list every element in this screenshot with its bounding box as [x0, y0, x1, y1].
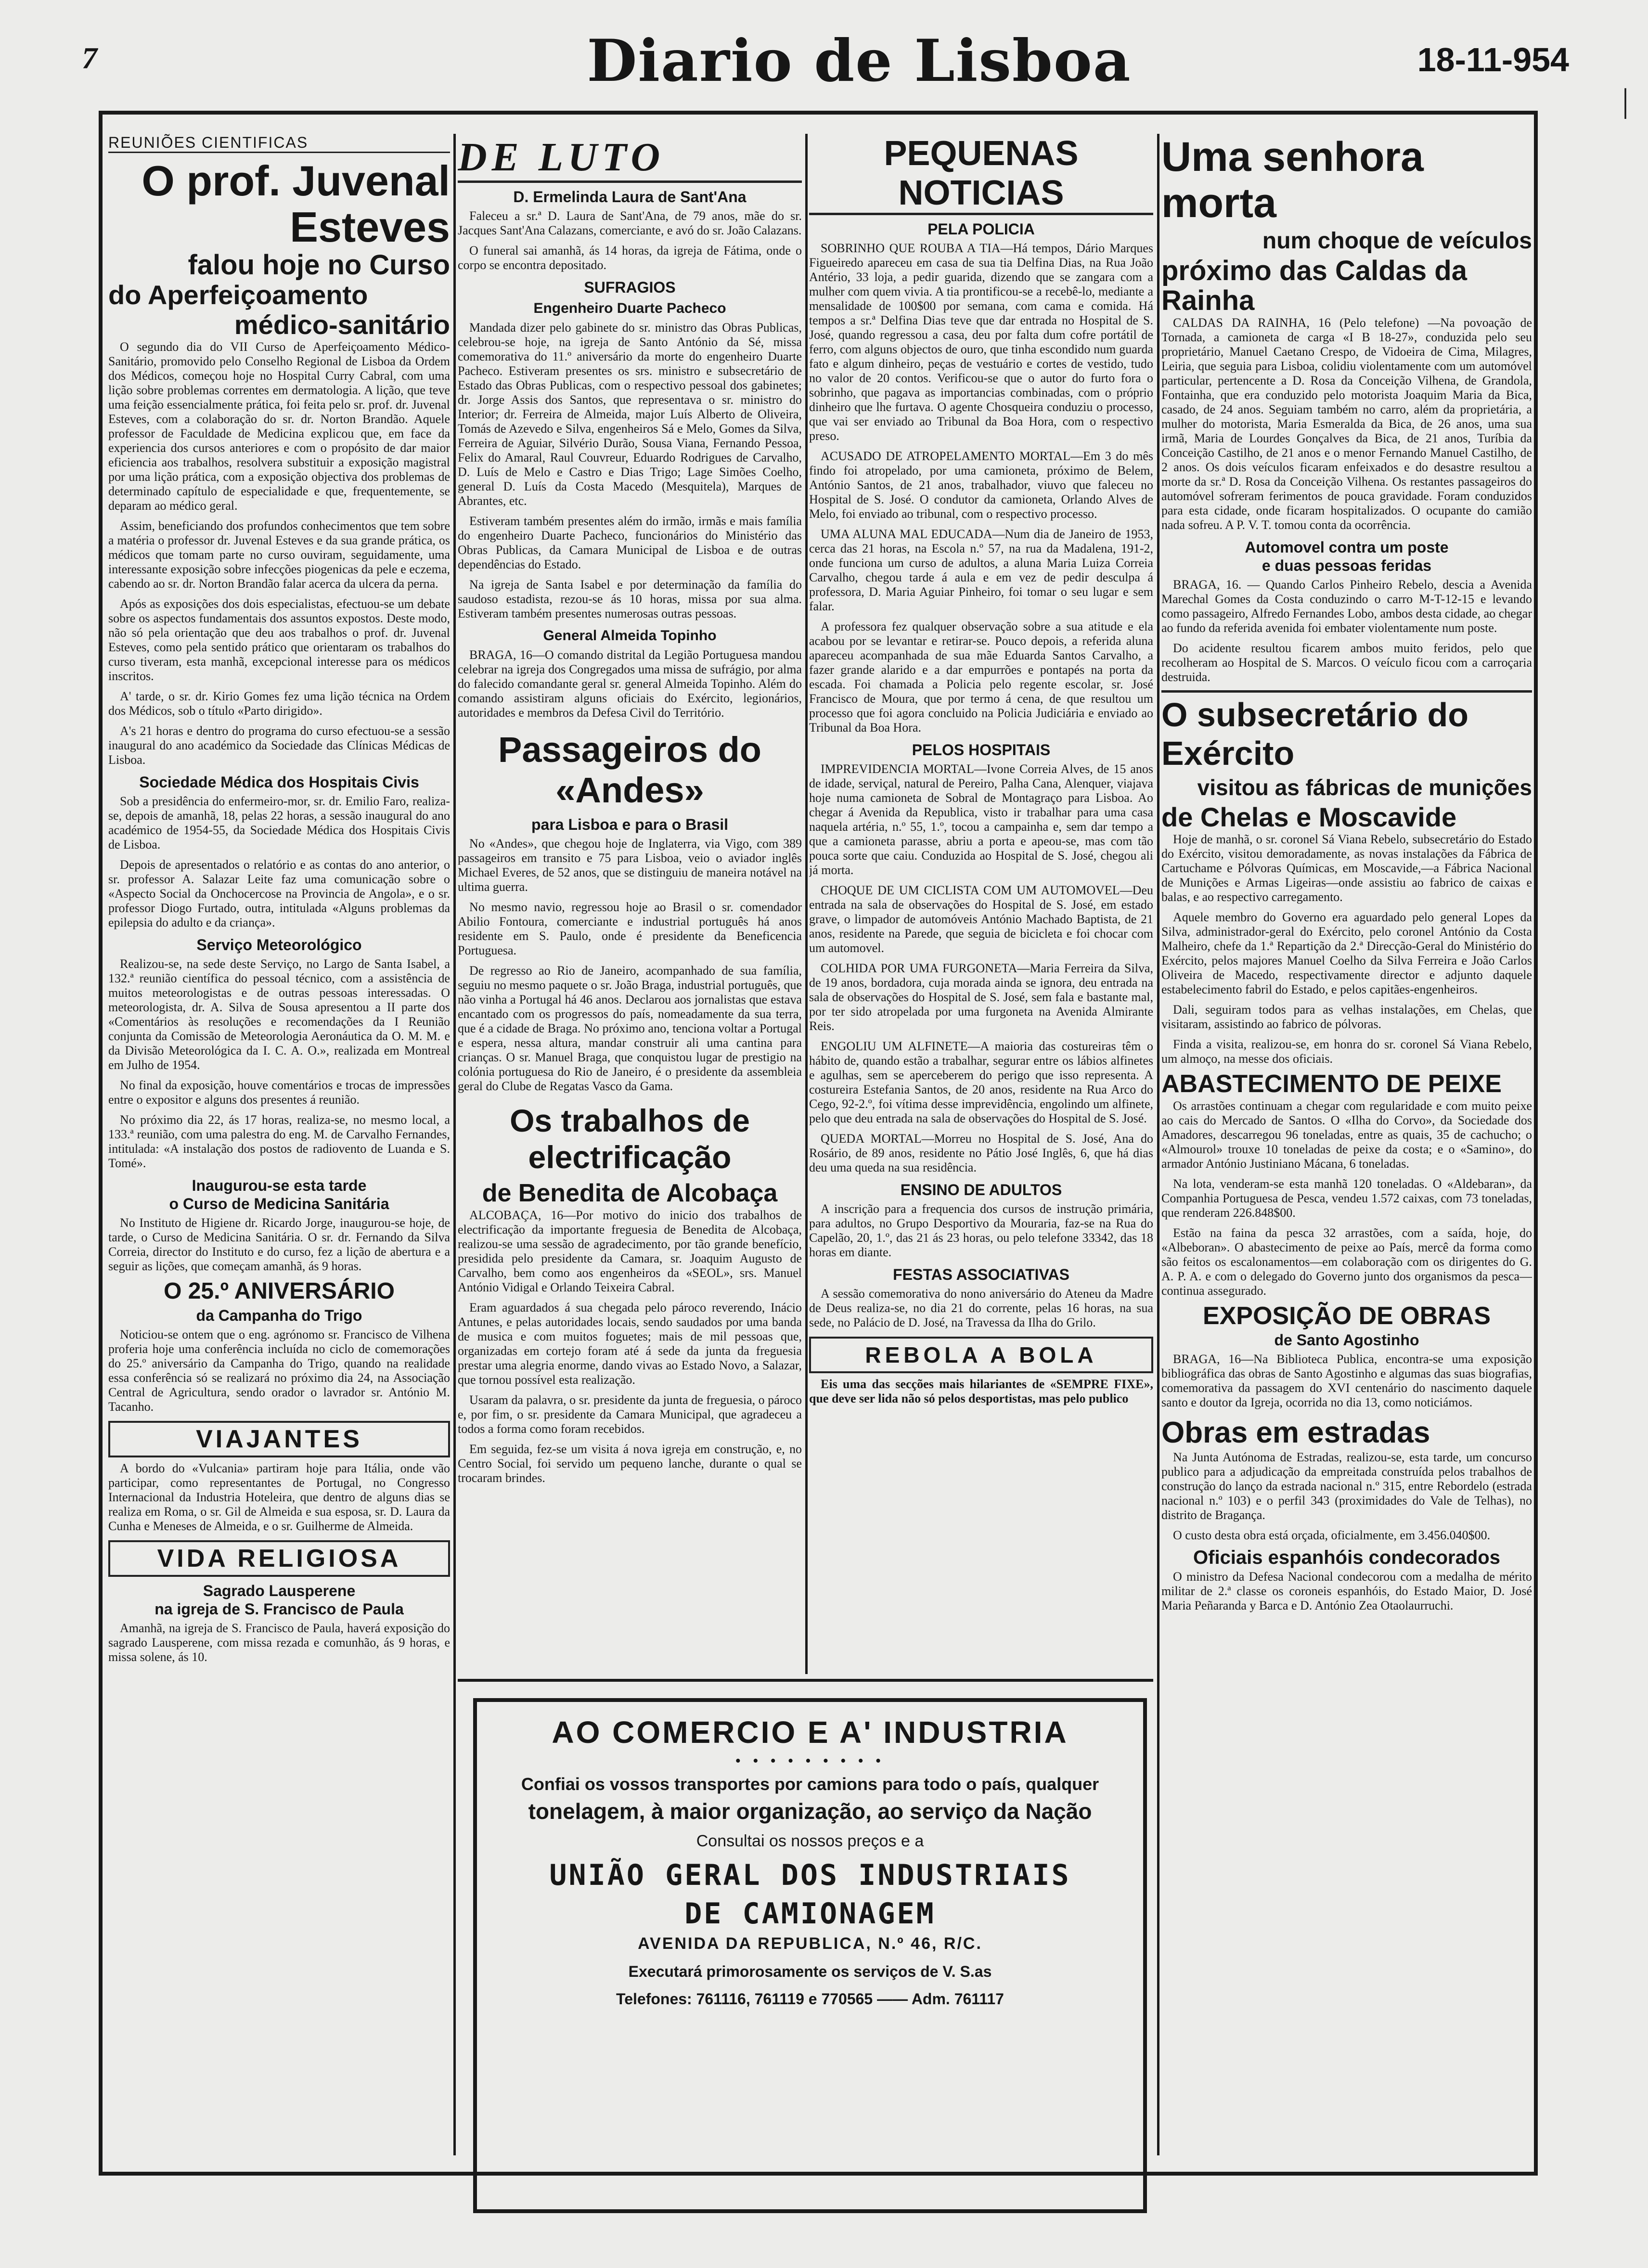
- section-subtitle: para Lisboa e para o Brasil: [531, 816, 729, 833]
- article-paragraph: A professora fez qualquer observação sobre a sua atitude e ela acabou por se levantar e retirar-se. Pouco depois, a referida aluna apareceu acompanhada de sua mãe Eduarda Santos Carvalho, a fazer grande alarido e a dar empurrões e pontapés na porta da escada. Foi chamada a Policia pelo regente escolar, sr. José Francisco de Moura, que por termo á cena, de que resultou um processo que foi agora concluido na Policia Judiciária e enviado ao Tribunal da Boa Hora.: [809, 619, 1153, 735]
- article-paragraph: A inscrição para a frequencia dos cursos de instrução primária, para adultos, no Grupo Desportivo da Mouraria, faz-se na Rua do Capelão, 20, 1.º, das 21 ás 23 horas, ou pelo telefone 33342, das 18 horas em diante.: [809, 1202, 1153, 1259]
- ad-address: AVENIDA DA REPUBLICA, N.º 46, R/C.: [638, 1934, 982, 1953]
- subheadline: de Chelas e Moscavide: [1161, 802, 1457, 832]
- ad-line: tonelagem, à maior organização, ao serviço da Nação: [528, 1799, 1092, 1824]
- column-rule: [1157, 134, 1159, 2155]
- column-1: [108, 134, 450, 2170]
- section-subtitle: ENSINO DE ADULTOS: [900, 1181, 1062, 1198]
- article-paragraph: Hoje de manhã, o sr. coronel Sá Viana Rebelo, subsecretário do Estado do Exército, visitou demoradamente, as novas instalações da Fábrica de Cartuchame e Pólvoras Químicas, em Moscavide,—a Fábrica Nacional de Munições e Armas Ligeiras—onde assistiu ao fabrico de caixas e balas, e ao respectivo carregamento.: [1161, 832, 1532, 904]
- ad-title: AO COMERCIO E A' INDUSTRIA: [552, 1715, 1069, 1750]
- article-paragraph: No Instituto de Higiene dr. Ricardo Jorge, inaugurou-se hoje, de tarde, o Curso de Medicina Sanitária. O sr. dr. Fernando da Silva Correia, director do Instituto e do curso, fez a lição de abertura e a seguir as lições, que começam amanhã, ás 9 horas.: [108, 1216, 450, 1273]
- section-subtitle: FESTAS ASSOCIATIVAS: [893, 1266, 1069, 1283]
- article-paragraph: BRAGA, 16—O comando distrital da Legião Portuguesa mandou celebrar na igreja dos Congregados uma missa de sufrágio, por alma do falecido comandante geral sr. general Almeida Topinho. Além do comando assistiram alguns oficiais do Exército, legionários, autoridades e membros da Defesa Civil do Território.: [458, 648, 802, 720]
- article-paragraph: Os arrastões continuam a chegar com regularidade e com muito peixe ao cais do Mercado de Santos. O «Ilha do Corvo», da Sociedade dos Amadores, descarregou 96 toneladas, entre as quais, 35 de cachucho; o «Almourol» trouxe 10 toneladas de peixe da costa; e o «Samino», do armador António Justiniano Mácana, 6 toneladas.: [1161, 1099, 1532, 1171]
- article-paragraph: Eram aguardados á sua chegada pelo pároco reverendo, Inácio Antunes, e pelas autoridades locais, sendo saudados por uma banda de musica e com muitos foguetes; mais de mil pessoas que, organizadas em cortejo foram até á sede da junta da freguesia prestar uma alegria enorme, dando vivas ao Estado Novo, a Salazar, que tornou possível esta realização.: [458, 1301, 802, 1387]
- page-number: 7: [82, 41, 97, 75]
- section-title: O 25.º ANIVERSÁRIO: [164, 1278, 395, 1304]
- article-paragraph: Na lota, venderam-se esta manhã 120 toneladas. O «Aldebaran», da Companhia Portuguesa de Pesca, vendeu 1.572 caixas, com 73 toneladas, que renderam 226.848$00.: [1161, 1177, 1532, 1220]
- ad-company: DE CAMIONAGEM: [684, 1897, 936, 1931]
- article-paragraph: Em seguida, fez-se um visita á nova igreja em construção, e, no Centro Social, foi servido um pequeno lanche, durante o qual se trocaram brindes.: [458, 1442, 802, 1485]
- section-subtitle: da Campanha do Trigo: [196, 1307, 362, 1324]
- newspaper-title: Diario de Lisboa: [587, 27, 1132, 95]
- section-title: e duas pessoas feridas: [1262, 557, 1432, 574]
- article-paragraph: Aquele membro do Governo era aguardado pelo general Lopes da Silva, administrador-geral do Exército, pelo coronel António da Costa Malheiro, chefe da 1.ª Repartição da 2.ª Direcção-Geral do Ministério do Exército, pelos majores Manuel Coelho da Silva Ferreira e João Carlos Oliveira de Macedo, respectivamente director e adjunto daquele estabelecimento fabril do Estado, e pelos capitães-engenheiros.: [1161, 910, 1532, 996]
- article-paragraph: O ministro da Defesa Nacional condecorou com a medalha de mérito militar de 2.ª classe os coroneis espanhóis, do Estado Maior, D. José Maria Peñaranda y Barca e D. António Zea Otaolaurruchi.: [1161, 1570, 1532, 1612]
- article-paragraph: COLHIDA POR UMA FURGONETA—Maria Ferreira da Silva, de 19 anos, bordadora, cuja morada ainda se ignora, deu entrada na sala de observações do Hospital de S. José, sem fala e bastante mal, por ter sido atropelada por uma furgoneta na Avenida Almirante Reis.: [809, 961, 1153, 1033]
- page-frame: [99, 111, 1538, 2176]
- column-2: [458, 134, 802, 1674]
- article-paragraph: Estiveram também presentes além do irmão, irmãs e mais família do engenheiro Duarte Pacheco, funcionários do Ministério das Obras Publicas, da Camara Municipal de Lisboa e de outras dependências do Estado.: [458, 514, 802, 571]
- subheadline: de Benedita de Alcobaça: [482, 1179, 778, 1207]
- ad-phones: Telefones: 761116, 761119 e 770565 —— Adm. 761117: [616, 1990, 1004, 2008]
- subheadline: num choque de veículos: [1262, 228, 1532, 254]
- article-paragraph: UMA ALUNA MAL EDUCADA—Num dia de Janeiro de 1953, cerca das 21 horas, na Escola n.º 57, na rua da Madalena, 191-2, onde funciona um curso de adultos, a aluna Maria Luiza Correia Carvalho, chegou tarde á aula e em vez de pedir desculpa á professora, D. Maria Aguiar Pinheiro, foi tomar o seu lugar e sem falar.: [809, 527, 1153, 613]
- subheadline: visitou as fábricas de munições: [1197, 775, 1532, 800]
- article-paragraph: Após as exposições dos dois especialistas, efectuou-se um debate sobre os aspectos fundamentais dos assuntos expostos. Deste modo, não só pela orientação que deu aos trabalhos o prof. dr. Juvenal Esteves, como pela sentido prático que orientaram os trabalhos do curso tiveram, esta manhã, excepcional interesse para os médicos inscritos.: [108, 597, 450, 683]
- article-paragraph: Na igreja de Santa Isabel e por determinação da família do saudoso estadista, rezou-se ás 10 horas, missa por sua alma. Estiveram também presentes numerosas outras pessoas.: [458, 578, 802, 620]
- section-rule: [458, 1679, 1153, 1682]
- article-paragraph: Finda a visita, realizou-se, em honra do sr. coronel Sá Viana Rebelo, um almoço, na messe dos oficiais.: [1161, 1037, 1532, 1066]
- article-paragraph: Realizou-se, na sede deste Serviço, no Largo de Santa Isabel, a 132.ª reunião científica do pessoal técnico, com a assistência de muitos meteorologistas e de outras pessoas interessadas. O meteorologista, dr. A. Silva de Sousa apresentou a II parte dos «Comentários às resoluções e recomendações da I Reunião conjunta da Comissão de Meteorologia Aeronáutica da O. M. M. e da Divisão Meteorológica da I. C. A. O.», realizada em Montreal em Julho de 1954.: [108, 957, 450, 1072]
- ad-line: Consultai os nossos preços e a: [696, 1832, 924, 1850]
- article-paragraph: Usaram da palavra, o sr. presidente da junta de freguesia, o pároco e, por fim, o sr. presidente da Camara Municipal, que agradeceu a todos a forma como foram recebidos.: [458, 1393, 802, 1436]
- section-title: Inaugurou-se esta tarde: [192, 1177, 367, 1194]
- headline: Uma senhora morta: [1161, 134, 1424, 226]
- subheadline: próximo das Caldas da Rainha: [1161, 255, 1467, 316]
- headline: Passageiros do «Andes»: [498, 730, 761, 810]
- article-paragraph: No mesmo navio, regressou hoje ao Brasil o sr. comendador Abilio Fontoura, comerciante e industrial português há anos residente em S. Paulo, onde é presidente da Beneficencia Portuguesa.: [458, 900, 802, 957]
- article-paragraph: Depois de apresentados o relatório e as contas do ano anterior, o sr. professor A. Salazar Leite faz uma comunicação sobre o «Aspecto Social da Onchocercose na Provincia de Angola», e o sr. professor Diogo Furtado, outra, intitulada «Alguns problemas da epilepsia do adulto e da criança».: [108, 858, 450, 929]
- article-paragraph: Mandada dizer pelo gabinete do sr. ministro das Obras Publicas, celebrou-se hoje, na igreja de Santo António da Sé, missa comemorativa do 11.º aniversário da morte do engenheiro Duarte Pacheco. Estiveram presentes os srs. ministro e subsecretário de Estado das Obras Publicas, com o respectivo pessoal dos gabinetes; dr. Jorge Assis dos Santos, que representava o sr. ministro do Interior; dr. Ferreira de Almeida, major Luís Alberto de Oliveira, Tomás de Azevedo e Silva, engenheiros Sá e Melo, Gomes da Silva, Ferreira de Aguiar, Silvério Durão, Sousa Viana, Fernando Pessoa, Felix do Amaral, Raul Couvreur, Eduardo Rodrigues de Carvalho, D. Luís de Melo e Castro e Dias Trigo; Lage Simões Coelho, general D. Luís da Costa Macedo (Mesquitela), Marques de Abrantes, etc.: [458, 321, 802, 508]
- article-paragraph: Do acidente resultou ficarem ambos muito feridos, pelo que recolheram ao Hospital de S. Marcos. O veículo ficou com a carroçaria destruida.: [1161, 641, 1532, 684]
- masthead: [77, 21, 1569, 103]
- article-paragraph: Assim, beneficiando dos profundos conhecimentos que tem sobre a matéria o professor dr. Juvenal Esteves e da sua grande prática, os médicos que tomam parte no curso ouviram, seguidamente, uma interessante exposição sobre infecções piogenicas da pele e eczema, cabendo ao sr. dr. Norton Brandão falar acerca da ulcera da perna.: [108, 519, 450, 591]
- article-paragraph: No «Andes», que chegou hoje de Inglaterra, via Vigo, com 389 passageiros em transito e 75 para Lisboa, veio o aviador inglês Michael Everes, de 52 anos, que se distinguiu de maneira notável na ultima guerra.: [458, 837, 802, 894]
- section-subtitle: General Almeida Topinho: [543, 628, 717, 644]
- margin-mark: |: [1622, 82, 1629, 119]
- section-title: o Curso de Medicina Sanitária: [169, 1195, 389, 1212]
- article-paragraph: BRAGA, 16. — Quando Carlos Pinheiro Rebelo, descia a Avenida Marechal Gomes da Costa conduzindo o carro M-T-12-15 e levando como passageiro, Alfredo Fernandes Lobo, ambos desta cidade, ao chegar ao fundo da referida avenida foi embater violentamente num poste.: [1161, 578, 1532, 635]
- issue-date: 18-11-954: [1417, 41, 1569, 78]
- column-3: [809, 134, 1153, 1674]
- section-title: EXPOSIÇÃO DE OBRAS: [1202, 1302, 1491, 1330]
- column-rule: [805, 134, 808, 1674]
- ad-line: Confiai os vossos transportes por camions para todo o país, qualquer: [521, 1774, 1099, 1794]
- article-paragraph: ACUSADO DE ATROPELAMENTO MORTAL—Em 3 do mês findo foi atropelado, por uma camioneta, próximo de Belem, António Santos, de 21 anos, trabalhador, viuvo que faleceu no Hospital de S. José. O condutor da camioneta, Orlando Alves de Melo, foi enviado ao tribunal, com o respectivo processo.: [809, 449, 1153, 521]
- section-title: Sociedade Médica dos Hospitais Civis: [139, 773, 419, 791]
- section-title: PEQUENAS NOTICIAS: [809, 134, 1153, 215]
- section-title: Automovel contra um poste: [1245, 539, 1449, 556]
- section-title: SUFRAGIOS: [584, 279, 676, 296]
- article-paragraph: SOBRINHO QUE ROUBA A TIA—Há tempos, Dário Marques Figueiredo apareceu em casa de sua tia Delfina Dias, na Rua João Antério, 33 loja, a pedir guarida, dizendo que se zangara com a mulher com quem vivia. A tia prontificou-se a recebê-lo, mediante a mensalidade de 100$00 por semana, com cama e comida. Há tempos a sr.ª Delfina Dias teve que dar entrada no Hospital de S. José, quando regressou a casa, deu por falta dum cofre portátil de ferro, com alguns objectos de ouro, que tinha escondido num guarda fato e algum dinheiro, peças de vestuário e cortes de vestido, tudo no valor de 20 contos. Verificou-se que o autor do furto fora o sobrinho, que pagava as importancias combinadas, com o próprio dinheiro que lhe furtava. O agente Chosqueira conduziu o processo, que vai ser enviado ao Tribunal da Boa Hora, com o respectivo preso.: [809, 241, 1153, 443]
- article-paragraph: No próximo dia 22, ás 17 horas, realiza-se, no mesmo local, a 133.ª reunião, com uma palestra do eng. M. de Carvalho Fernandes, intitulada: «A instalação dos postos de radiovento de Luanda e S. Tomé».: [108, 1113, 450, 1170]
- ad-line: Executará primorosamente os serviços de V. S.as: [628, 1963, 992, 1980]
- headline: Os trabalhos de electrificação: [510, 1103, 750, 1175]
- section-title: VIAJANTES: [108, 1421, 450, 1457]
- article-paragraph: Faleceu a sr.ª D. Laura de Sant'Ana, de 79 anos, mãe do sr. Jacques Sant'Ana Calazans, comerciante, e avó do sr. João Calazans.: [458, 209, 802, 237]
- section-title: Oficiais espanhóis condecorados: [1193, 1547, 1500, 1568]
- headline: O prof. Juvenal Esteves: [142, 157, 450, 251]
- article-paragraph: QUEDA MORTAL—Morreu no Hospital de S. José, Ana do Rosário, de 89 anos, residente no Pátio José Inglês, 6, que há dias deu uma queda na sua residência.: [809, 1132, 1153, 1174]
- article-paragraph: Sob a presidência do enfermeiro-mor, sr. dr. Emilio Faro, realiza-se, depois de amanhã, 18, pelas 22 horas, a sessão inaugural do ano académico de 1954-55, da Sociedade Médica dos Hospitais Civis de Lisboa.: [108, 794, 450, 851]
- section-subtitle: na igreja de S. Francisco de Paula: [154, 1600, 404, 1618]
- article-paragraph: ENGOLIU UM ALFINETE—A maioria das costureiras têm o hábito de, quando estão a trabalhar, segurar entre os lábios alfinetes e agulhas, sem se aperceberem do perigo que isso representa. A costureira Estefania Santos, de 20 anos, residente na Rua Arco do Cego, 92-2.º, foi vítima desse imprevidência, engolindo um alfinete, pelo que deu entrada na sala de observações do Hospital de S. José.: [809, 1039, 1153, 1125]
- section-kicker: REUNIÕES CIENTIFICAS: [108, 134, 450, 153]
- article-paragraph: Amanhã, na igreja de S. Francisco de Paula, haverá exposição do sagrado Lausperene, com missa rezada e comunhão, ás 9 horas, e missa solene, ás 10.: [108, 1621, 450, 1664]
- article-paragraph: Noticiou-se ontem que o eng. agrónomo sr. Francisco de Vilhena proferia hoje uma conferência incluída no ciclo de comemorações do 25.º aniversário da Campanha do Trigo, quando na realidade essa conferência só se realizará no próximo dia 24, na Associação Central de Agricultura, sendo orador o lavrador sr. António M. Tacanho.: [108, 1327, 450, 1414]
- section-subtitle: Sagrado Lausperene: [203, 1582, 356, 1599]
- article-paragraph: O segundo dia do VII Curso de Aperfeiçoamento Médico-Sanitário, promovido pelo Conselho Regional de Lisboa da Ordem dos Médicos, começou hoje no Hospital Curry Cabral, com uma lição sobre problemas correntes em dermatologia. A lição, que teve uma feição essencialmente prática, foi feita pelo sr. prof. dr. Juvenal Esteves, com a colaboração do sr. dr. Norton Brandão. Aquele professor de Faculdade de Medicina explicou que, em face da experiencia dos cursos anteriores e com o propósito de dar maior eficiencia aos trabalhos, resolvera substituir a exposição magistral por uma lição prática, com a exposição objectiva dos problemas de determinado capítulo de especialidade e que, frequentemente, se deparam ao médico geral.: [108, 340, 450, 513]
- article-paragraph: BRAGA, 16—Na Biblioteca Publica, encontra-se uma exposição bibliográfica das obras de Santo Agostinho e algumas das suas biografias, comemorativa da passagem do XVI centenário do nascimento daquele santo e doutor da Igreja, ocorrida no dia 13, como noticiámos.: [1161, 1352, 1532, 1409]
- ad-company: UNIÃO GERAL DOS INDUSTRIAIS: [549, 1858, 1071, 1892]
- article-paragraph: Estão na faina da pesca 32 arrastões, com a saída, hoje, do «Albeboran». O abastecimento de peixe ao País, mercê da forma como são feitos os escalonamentos—em colaboração com os dirigentes do G. A. P. A. e com o delegado do Governo junto dos organismos da pesca—continua assegurado.: [1161, 1226, 1532, 1298]
- article-paragraph: O funeral sai amanhã, ás 14 horas, da igreja de Fátima, onde o corpo se encontra depositado.: [458, 244, 802, 272]
- headline: O subsecretário do Exército: [1161, 690, 1532, 773]
- article-paragraph: IMPREVIDENCIA MORTAL—Ivone Correia Alves, de 15 anos de idade, serviçal, natural de Pereiro, Palha Cana, Alenquer, viajava hoje numa camioneta de Sobral de Montagraço para Lisboa. Ao chegar á Avenida da Republica, visto ir trabalhar para uma casa naquela artéria, n.º 55, 1.º, tocou a campainha e, sem dar tempo a que a camioneta parasse, abriu a porta e apeou-se, mas com tão pouca sorte que caiu. Conduzida ao Hospital de S. José, chegou ali já morta.: [809, 762, 1153, 877]
- article-paragraph: A bordo do «Vulcania» partiram hoje para Itália, onde vão participar, como representantes de Portugal, no Congresso Internacional da Industria Hoteleira, que dentro de alguns dias se realiza em Roma, o sr. Gil de Almeida e sua esposa, sr. D. Laura da Cunha e Meneses de Almeida, e o sr. Guilherme de Almeida.: [108, 1461, 450, 1533]
- article-paragraph: No final da exposição, houve comentários e trocas de impressões entre o expositor e alguns dos presentes á reunião.: [108, 1078, 450, 1107]
- section-title: REBOLA A BOLA: [809, 1337, 1153, 1373]
- headline: Obras em estradas: [1161, 1416, 1430, 1449]
- subheadline: falou hoje no Curso: [188, 249, 450, 281]
- section-title: DE LUTO: [458, 134, 802, 183]
- section-subtitle: PELA POLICIA: [927, 220, 1035, 238]
- section-title: ABASTECIMENTO DE PEIXE: [1161, 1070, 1502, 1098]
- article-paragraph: Eis uma das secções mais hilariantes de «SEMPRE FIXE», que deve ser lida não só pelos desportistas, mas pelo publico: [809, 1377, 1153, 1405]
- section-title: Serviço Meteorológico: [196, 936, 362, 954]
- article-paragraph: De regresso ao Rio de Janeiro, acompanhado de sua família, seguiu no mesmo paquete o sr. João Braga, industrial português, que não vinha a Portugal há 46 anos. Declarou aos jornalistas que estava encantado com os progressos do país, nomeadamente da sua terra, que é a cidade de Braga. No próximo ano, tenciona voltar a Portugal e espera, nessa altura, mandar construir ali uma cantina para crianças. O sr. Manuel Braga, que conquistou lugar de prestigio na colónia portuguesa do Rio de Janeiro, é o presidente da assembleia geral do Clube de Regatas Vasco da Gama.: [458, 964, 802, 1093]
- column-rule: [453, 134, 456, 2155]
- column-4: [1161, 134, 1532, 2170]
- article-paragraph: CALDAS DA RAINHA, 16 (Pelo telefone) —Na povoação de Tornada, a camioneta de carga «I B 18-27», conduzida pelo seu proprietário, Manuel Caetano Crespo, de Vidoeira de Cima, Milagres, Leiria, que seguia para Lisboa, colidiu violentamente com um automóvel particular, pertencente a D. Rosa da Conceição Vilhena, de Grandola, Fontainha, que era conduzido pelo motorista Joaquim Maria da Bica, casado, de 24 anos. Seguiam também no carro, além da proprietária, a mulher do motorista, Maria Esmeralda da Bica, de 26 anos, uma sua irmã, Maria de Lourdes Gonçalves da Bica, de 21 anos, Turíbia da Conceição Castilho, de 21 anos e o menor Fernando Manuel Castilho, de 2 anos. Os dois veículos ficaram enfeixados e do desastre resultou a morte da sr.ª D. Rosa da Conceição Vilhena. Os restantes passageiros do automóvel sofreram ferimentos de pouca gravidade. Foram conduzidos para esta cidade, onde ficaram hospitalizados. O ocupante do camião nada sofreu. A P. V. T. tomou conta da ocorrência.: [1161, 316, 1532, 532]
- section-subtitle: PELOS HOSPITAIS: [912, 741, 1051, 759]
- article-paragraph: Dali, seguiram todos para as velhas instalações, em Chelas, que visitaram, assistindo ao fabrico de pólvoras.: [1161, 1003, 1532, 1031]
- section-subtitle: de Santo Agostinho: [1274, 1331, 1419, 1349]
- section-title: VIDA RELIGIOSA: [108, 1540, 450, 1577]
- subheadline: do Aperfeiçoamento: [108, 280, 368, 310]
- advertisement: [473, 1698, 1147, 2213]
- article-paragraph: A's 21 horas e dentro do programa do curso efectuou-se a sessão inaugural do ano académico da Sociedade das Clínicas Médicas de Lisboa.: [108, 724, 450, 767]
- article-paragraph: ALCOBAÇA, 16—Por motivo do inicio dos trabalhos de electrificação da importante freguesia de Benedita de Alcobaça, realizou-se uma sessão de agradecimento, por tão grande benefício, presidida pelo presidente da Camara, sr. Joaquim Augusto de Carvalho, bem como aos engenheiros da «SEOL», srs. Manuel António Vidigal e Orlando Teixeira Cabral.: [458, 1208, 802, 1294]
- section-subtitle: Engenheiro Duarte Pacheco: [533, 300, 726, 316]
- article-paragraph: A' tarde, o sr. dr. Kirio Gomes fez uma lição técnica na Ordem dos Médicos, sob o título «Parto dirigido».: [108, 689, 450, 718]
- subheadline: médico-sanitário: [234, 309, 450, 340]
- article-paragraph: A sessão comemorativa do nono aniversário do Ateneu da Madre de Deus realiza-se, no dia 21 do corrente, pelas 16 horas, na sua sede, no Palácio de D. José, na Travessa da Ilha do Grilo.: [809, 1287, 1153, 1329]
- article-paragraph: CHOQUE DE UM CICLISTA COM UM AUTOMOVEL—Deu entrada na sala de observações do Hospital de S. José, em estado grave, o limpador de automóveis António Machado Baptista, de 21 anos, residente na Parede, que seguia de bicicleta e foi chocar com um automovel.: [809, 883, 1153, 955]
- ad-divider: • • • • • • • • •: [735, 1752, 885, 1770]
- article-paragraph: O custo desta obra está orçada, oficialmente, em 3.456.040$00.: [1173, 1528, 1491, 1542]
- obituary-title: D. Ermelinda Laura de Sant'Ana: [513, 188, 747, 206]
- article-paragraph: Na Junta Autónoma de Estradas, realizou-se, esta tarde, um concurso publico para a adjudicação da empreitada construída pelos trabalhos de construção do lanço da estrada nacional n.º 315, entre Rebordelo (estrada nacional n.º 103) e o perfil 343 (proximidades do Vale de Telhas), no distrito de Bragança.: [1161, 1450, 1532, 1522]
